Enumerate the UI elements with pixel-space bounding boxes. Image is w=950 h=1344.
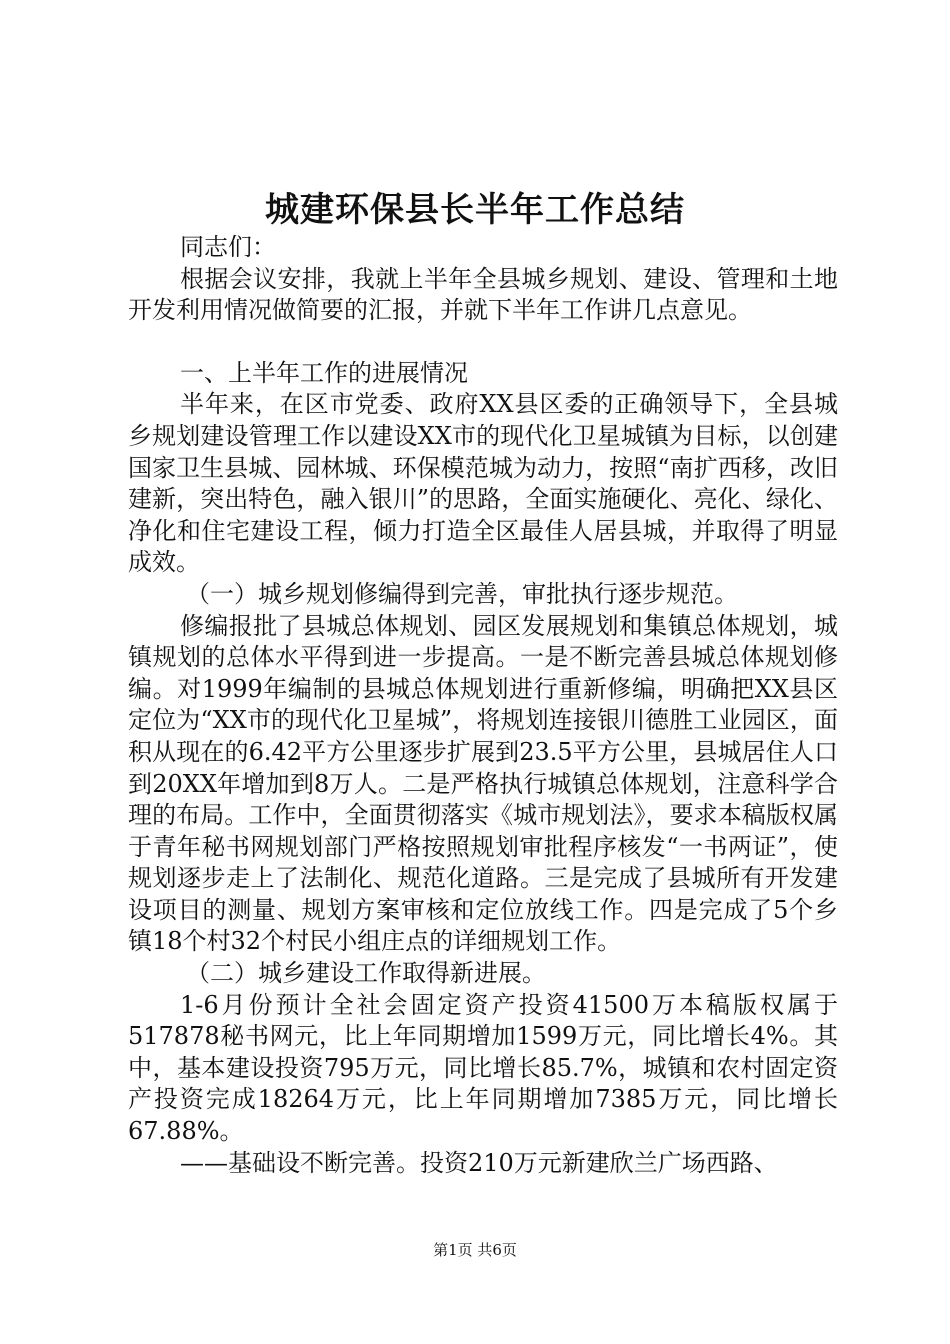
section-heading-1: 一、上半年工作的进展情况: [180, 358, 468, 387]
document-body: [128, 232, 838, 1179]
subsection-heading-2: （二）城乡建设工作取得新进展。: [186, 959, 546, 988]
paragraph-gap: [128, 327, 838, 358]
subsection-heading-1: （一）城乡规划修编得到完善，审批执行逐步规范。: [186, 579, 738, 608]
intro-paragraph: 根据会议安排，我就上半年全县城乡规划、建设、管理和土地开发利用情况做简要的汇报，并就下半年工作讲几点意见。: [128, 264, 838, 325]
page-footer: 第1页 共6页: [433, 1241, 517, 1259]
subsection-paragraph-2: 1-6月份预计全社会固定资产投资41500万本稿版权属于517878秘书网元，比上年同期增加1599万元，同比增长4%。其中，基本建设投资795万元，同比增长85.7%，城镇和农村固定资产投资完成18264万元，比上年同期增加7385万元，同比增长67.88%。: [128, 990, 838, 1146]
greeting: 同志们：: [180, 233, 276, 261]
section-paragraph-1: 半年来，在区市党委、政府XX县区委的正确领导下，全县城乡规划建设管理工作以建设XX市的现代化卫星城镇为目标，以创建国家卫生县城、园林城、环保模范城为动力，按照“南扩西移，改旧建新，突出特色，融入银川”的思路，全面实施硬化、亮化、绿化、净化和住宅建设工程，倾力打造全区最佳人居县城，并取得了明显成效。: [128, 390, 838, 577]
document-title: 城建环保县长半年工作总结: [265, 190, 685, 230]
subsection-paragraph-1: 修编报批了县城总体规划、园区发展规划和集镇总体规划，城镇规划的总体水平得到进一步提高。一是不断完善县城总体规划修编。对1999年编制的县城总体规划进行重新修编，明确把XX县区定位为“XX市的现代化卫星城”，将规划连接银川德胜工业园区，面积从现在的6.42平方公里逐步扩展到23.5平方公里，县城居住人口到20XX年增加到8万人。二是严格执行城镇总体规划，注意科学合理的布局。工作中，全面贯彻落实《城市规划法》，要求本稿版权属于青年秘书网规划部门严格按照规划审批程序核发“一书两证”，使规划逐步走上了法制化、规范化道路。三是完成了县城所有开发建设项目的测量、规划方案审核和定位放线工作。四是完成了5个乡镇18个村32个村民小组庄点的详细规划工作。: [128, 611, 838, 956]
infrastructure-paragraph: ——基础设不断完善。投资210万元新建欣兰广场西路、: [180, 1148, 778, 1177]
